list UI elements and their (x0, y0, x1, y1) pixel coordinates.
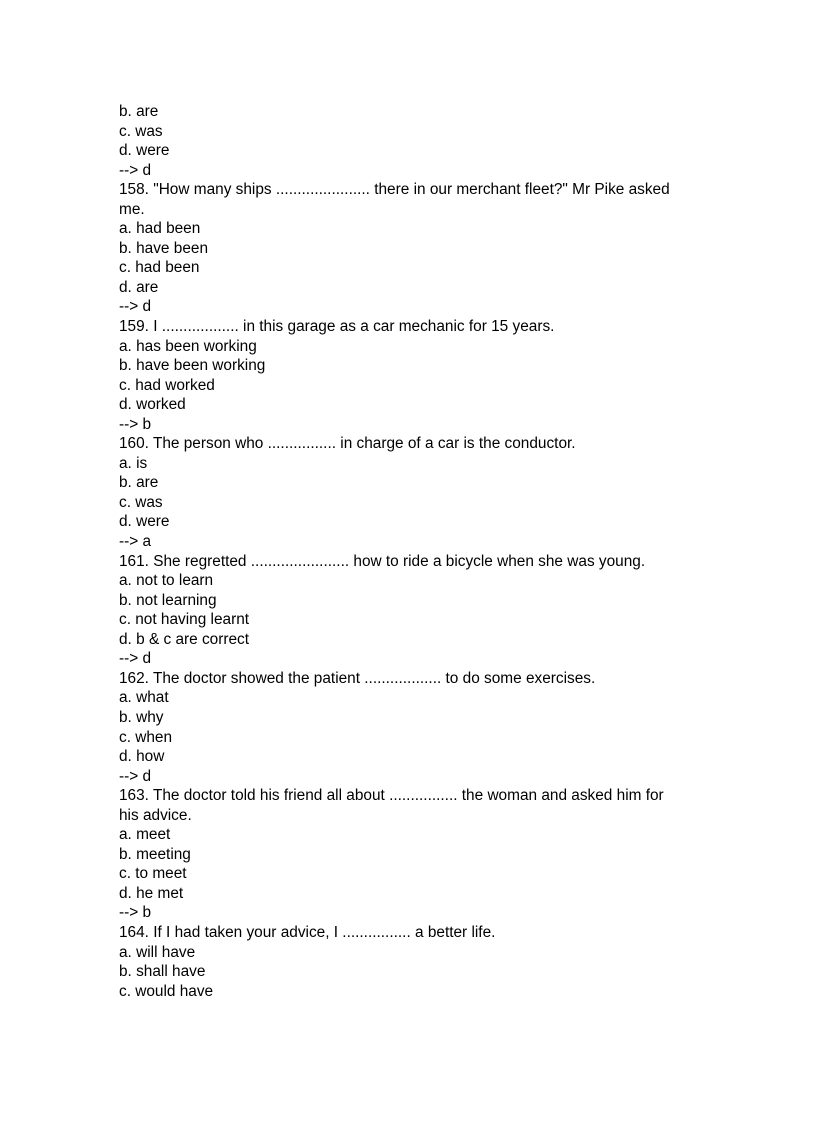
option-line: b. are (119, 474, 159, 492)
question-line: 159. I .................. in this garage as a car mechanic for 15 years. (119, 318, 555, 336)
option-line: a. what (119, 689, 169, 707)
option-line: a. will have (119, 943, 196, 961)
option-line: c. to meet (119, 865, 187, 883)
option-line: b. have been (119, 239, 208, 257)
option-line: b. not learning (119, 591, 217, 609)
document-page (119, 102, 719, 1001)
answer-line: --> b (119, 904, 152, 922)
option-line: d. he met (119, 884, 184, 902)
answer-line: --> d (119, 650, 152, 668)
question-line: 164. If I had taken your advice, I ................ a better life. (119, 923, 496, 941)
option-line: c. had been (119, 259, 200, 277)
answer-line: --> b (119, 415, 152, 433)
option-line: c. when (119, 728, 173, 746)
answer-line: --> d (119, 767, 152, 785)
option-line: c. had worked (119, 376, 215, 394)
option-line: b. why (119, 708, 164, 726)
option-line: b. meeting (119, 845, 191, 863)
question-line: 160. The person who ................ in charge of a car is the conductor. (119, 435, 576, 453)
answer-line: --> a (119, 533, 152, 551)
option-line: c. not having learnt (119, 611, 250, 629)
option-line: b. have been working (119, 357, 266, 375)
option-line: d. worked (119, 396, 186, 414)
question-line: 163. The doctor told his friend all about ................ the woman and asked him for (119, 787, 664, 805)
question-line: 161. She regretted ....................... how to ride a bicycle when she was young. (119, 552, 646, 570)
question-line-continuation: me. (119, 200, 145, 218)
option-line: a. not to learn (119, 572, 214, 590)
answer-line: --> d (119, 161, 152, 179)
question-line-continuation: his advice. (119, 806, 192, 824)
option-line: c. was (119, 122, 163, 140)
option-line: a. is (119, 454, 148, 472)
option-line: d. how (119, 748, 165, 766)
question-line: 162. The doctor showed the patient .................. to do some exercises. (119, 669, 596, 687)
option-line: d. were (119, 142, 170, 160)
option-line: a. had been (119, 220, 201, 238)
option-line: b. shall have (119, 963, 206, 981)
option-line: c. was (119, 493, 163, 511)
option-line: d. were (119, 513, 170, 531)
option-line: a. meet (119, 826, 171, 844)
option-line: a. has been working (119, 337, 257, 355)
option-line: d. b & c are correct (119, 630, 250, 648)
option-line: c. would have (119, 982, 214, 1000)
answer-line: --> d (119, 298, 152, 316)
option-line: b. are (119, 103, 159, 120)
question-line: 158. "How many ships ...................... there in our merchant fleet?" Mr Pike asked (119, 181, 670, 199)
option-line: d. are (119, 278, 159, 296)
